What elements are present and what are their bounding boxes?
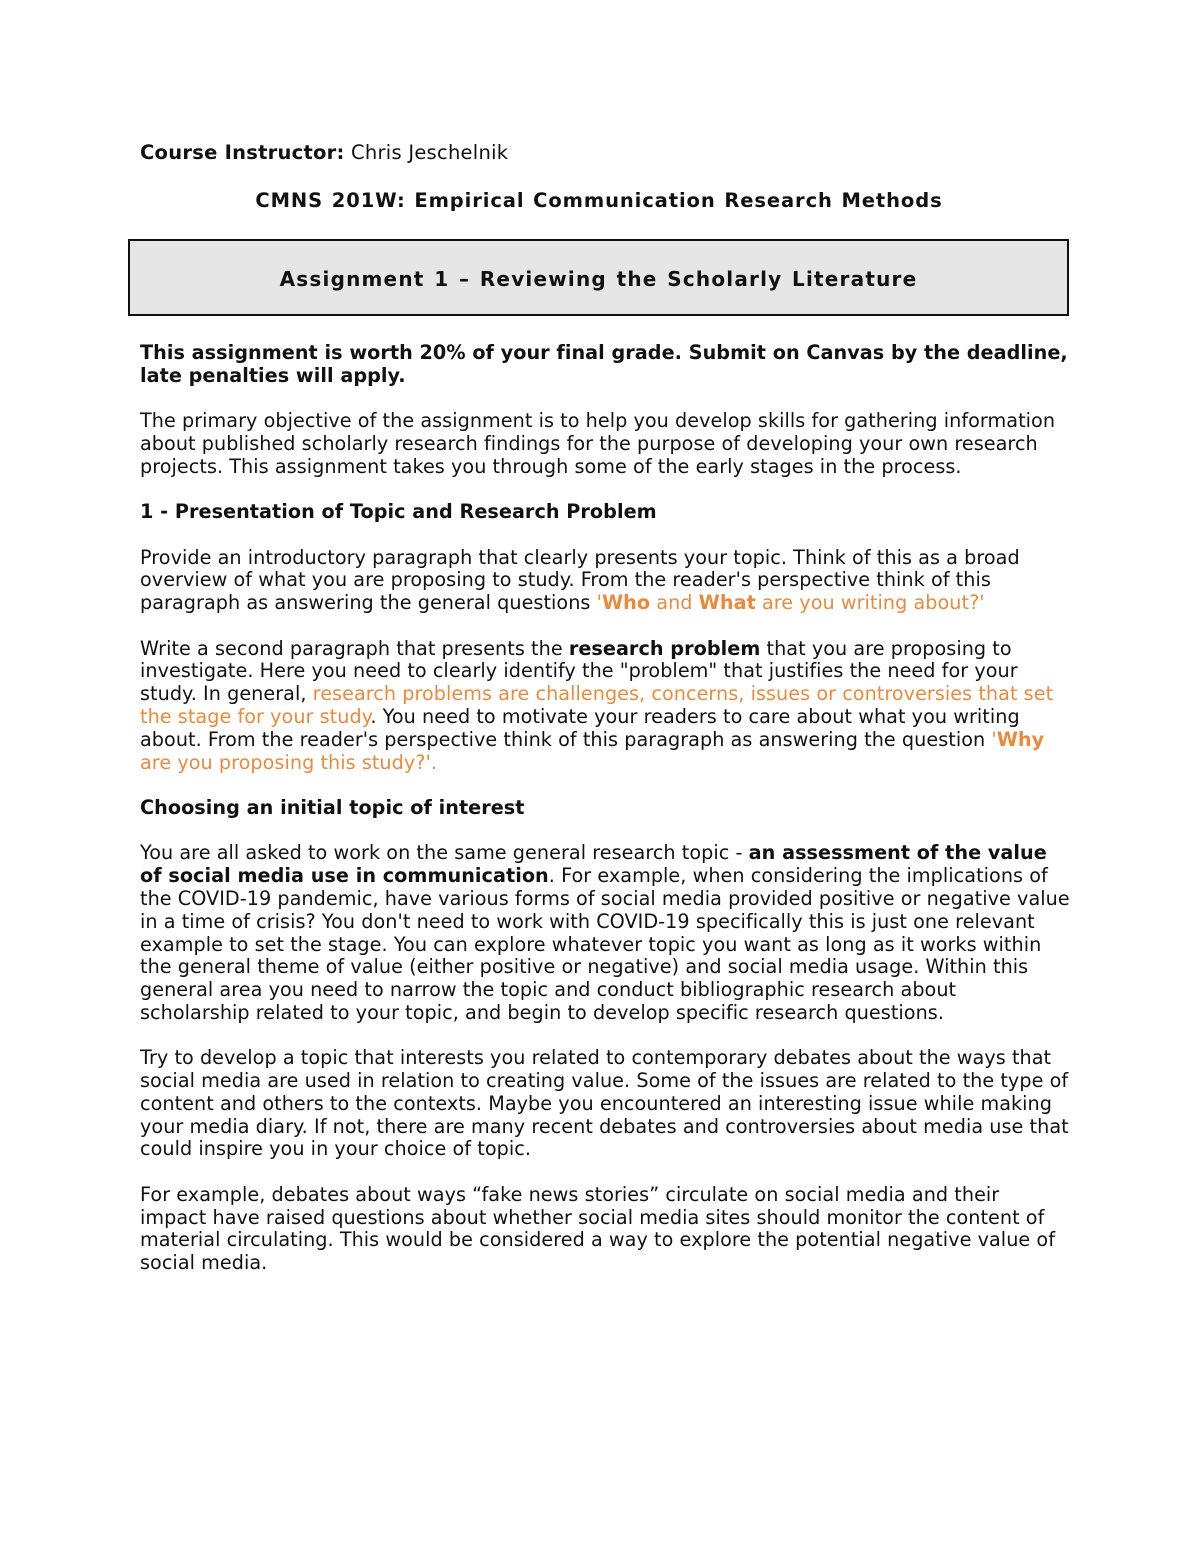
topic-what: What — [698, 591, 756, 615]
problem-quote-rest: are you proposing this study?'. — [140, 750, 437, 774]
problem-why: Why — [996, 727, 1045, 751]
document-body — [140, 342, 1070, 1298]
grade-notice: This assignment is worth 20% of your final grade. Submit on Canvas by the deadline, late penalties will apply. — [140, 341, 1068, 387]
instructor-name: Chris Jeschelnik — [351, 141, 509, 164]
topic-and: and — [650, 591, 699, 615]
assignment-title-box — [128, 239, 1069, 316]
general-topic-paragraph — [140, 842, 1070, 1024]
general-topic-text-a: You are all asked to work on the same general research topic - — [140, 841, 749, 865]
problem-highlight: research problems are challenges, concerns, issues or controversies that set the stage for your study — [140, 682, 1054, 728]
problem-quote-open: ' — [991, 727, 997, 751]
topic-paragraph — [140, 547, 1070, 615]
problem-bold: research problem — [568, 636, 761, 660]
topic-quote-open: ' — [596, 591, 602, 615]
instructor-label: Course Instructor: — [140, 141, 345, 164]
problem-text-a: Write a second paragraph that presents the — [140, 636, 569, 660]
objective-paragraph: The primary objective of the assignment is to help you develop skills for gathering information about published scholarly research findings for the purpose of developing your own research projects. This assignment takes you through some of the early stages in the process. — [140, 409, 1056, 478]
problem-text-c: . You need to motivate your readers to care about what you writing about. From the reader's perspective think of this paragraph as answering the question — [140, 704, 1020, 751]
course-title: CMNS 201W: Empirical Communication Research Methods — [255, 189, 943, 212]
topic-quote-rest: are you writing about?' — [755, 591, 985, 615]
section1-heading: 1 - Presentation of Topic and Research Problem — [140, 500, 657, 524]
topic-who: Who — [601, 591, 651, 615]
general-topic-bold: an assessment of the value of social media use in communication — [140, 841, 1047, 888]
assignment-title: Assignment 1 – Reviewing the Scholarly Literature — [279, 266, 918, 291]
general-topic-text-b: . For example, when considering the implications of the COVID-19 pandemic, have various forms of social media provided positive or negative value in a time of crisis? You don't need to work with COVID-19 specifically this is just one relevant example to set the stage. You can explore whatever topic you want as long as it works within the general theme of value (either positive or negative) and social media usage. Within this general area you need to narrow the topic and conduct bibliographic research about scholarship related to your topic, and begin to develop specific research questions. — [140, 864, 1070, 1024]
topic-text: Provide an introductory paragraph that clearly presents your topic. Think of this as a broad overview of what you are proposing to study. From the reader's perspective think of this paragraph as answering the general questions — [140, 545, 1020, 615]
research-problem-paragraph — [140, 638, 1070, 775]
example-paragraph: For example, debates about ways “fake news stories” circulate on social media and their impact have raised questions about whether social media sites should monitor the content of material circulating. This would be considered a way to explore the potential negative value of social media. — [140, 1182, 1056, 1275]
section2-heading: Choosing an initial topic of interest — [140, 795, 525, 819]
problem-text-b: that you are proposing to investigate. Here you need to clearly identify the "problem" that justifies the need for your study. In general, — [140, 636, 1018, 706]
develop-topic-paragraph: Try to develop a topic that interests you related to contemporary debates about the ways that social media are used in relation to creating value. Some of the issues are related to the type of content and others to the contexts. Maybe you encountered an interesting issue while making your media diary. If not, there are many recent debates and controversies about media use that could inspire you in your choice of topic. — [140, 1046, 1069, 1161]
course-instructor-line — [140, 141, 508, 165]
